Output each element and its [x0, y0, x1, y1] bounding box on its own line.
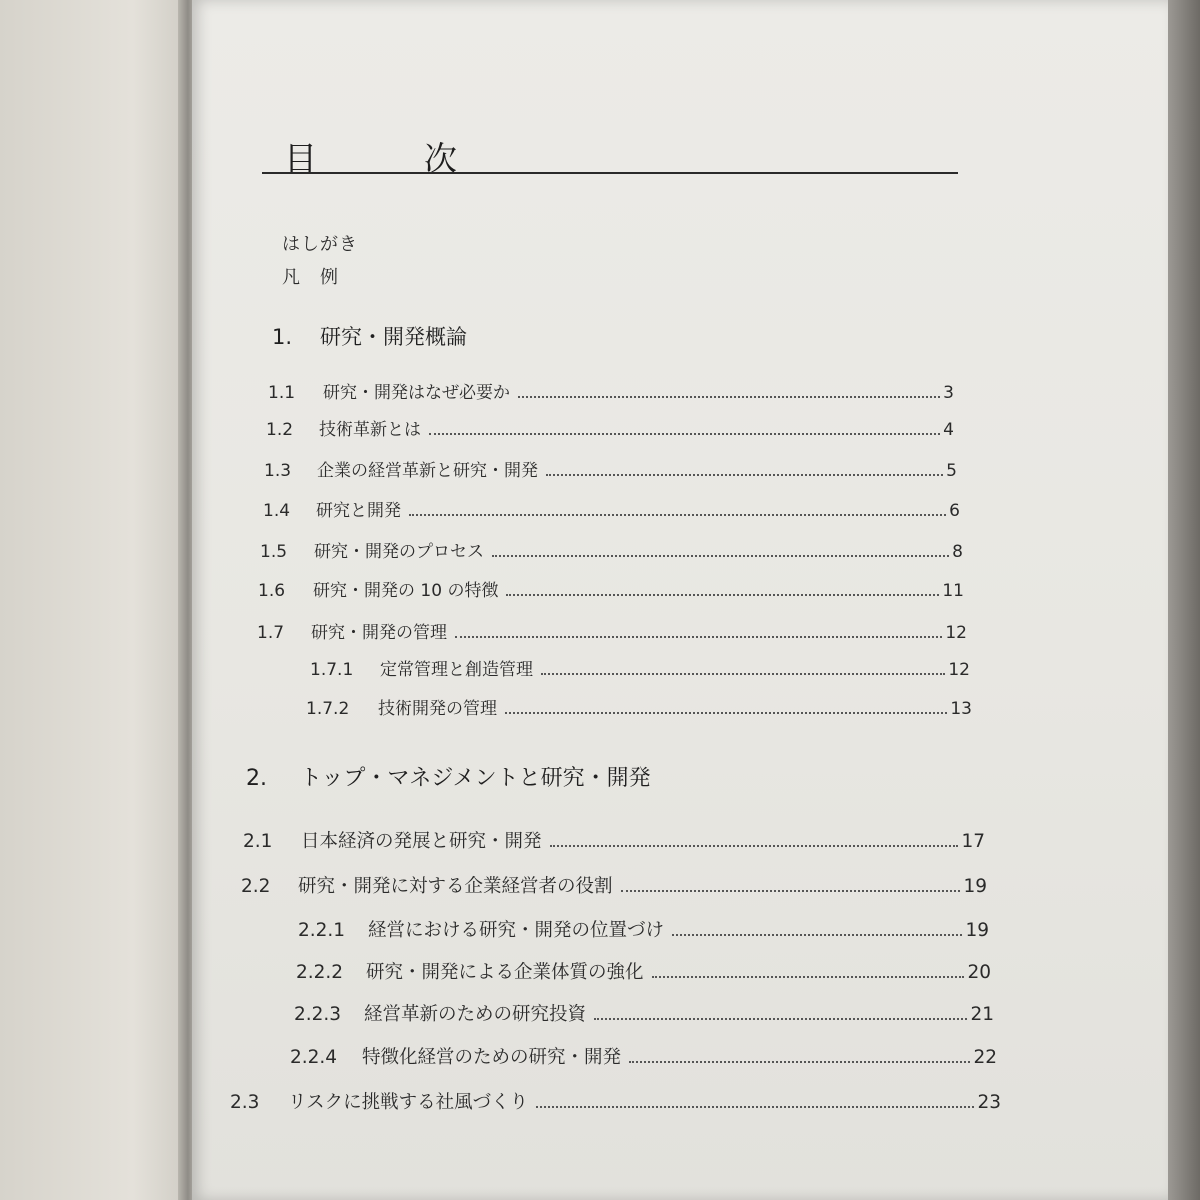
- entry-page: 8: [952, 542, 963, 562]
- entry-title: 研究・開発に対する企業経営者の役割: [298, 876, 613, 897]
- entry-page: 3: [943, 383, 954, 403]
- entry-title: リスクに挑戦する社風づくり: [288, 1092, 529, 1113]
- entry-title: 経営革新のための研究投資: [364, 1004, 587, 1025]
- entry-title: 技術革新とは: [319, 420, 421, 440]
- entry-number: 2.2.1: [298, 920, 346, 941]
- entry-number: 1.2: [266, 420, 294, 440]
- entry-page: 6: [949, 501, 960, 521]
- chapter-title: トップ・マネジメントと研究・開発: [300, 766, 651, 791]
- toc-entry[interactable]: [268, 378, 954, 403]
- toc-subentry[interactable]: [310, 655, 970, 680]
- entry-number: 1.3: [264, 461, 292, 481]
- toc-subentry[interactable]: [296, 958, 991, 984]
- toc-entry[interactable]: [266, 415, 954, 440]
- entry-title: 研究・開発による企業体質の強化: [366, 962, 644, 983]
- entry-page: 11: [942, 581, 964, 601]
- entry-title: 定常管理と創造管理: [380, 660, 533, 680]
- toc-entry[interactable]: [243, 827, 985, 853]
- toc-entry[interactable]: [260, 537, 963, 562]
- toc-entry[interactable]: [264, 456, 957, 481]
- dot-leader: [550, 845, 959, 847]
- entry-title: 経営における研究・開発の位置づけ: [368, 920, 665, 941]
- entry-number: 1.4: [263, 501, 291, 521]
- dot-leader: [621, 890, 961, 892]
- dot-leader: [518, 396, 940, 398]
- chapter-number: 2.: [246, 766, 267, 791]
- dot-leader: [455, 636, 942, 638]
- entry-number: 1.7: [257, 623, 285, 643]
- dot-leader: [672, 934, 962, 936]
- entry-number: 1.7.1: [310, 660, 354, 680]
- entry-title: 研究・開発の管理: [311, 623, 447, 643]
- entry-title: 技術開発の管理: [378, 699, 497, 719]
- entry-title: 研究と開発: [316, 501, 401, 521]
- toc-subentry[interactable]: [298, 916, 989, 942]
- entry-number: 2.2: [241, 876, 271, 897]
- entry-number: 2.2.2: [296, 962, 344, 983]
- dot-leader: [594, 1018, 967, 1020]
- chapter-number: 1.: [272, 325, 293, 349]
- entry-number: 1.5: [260, 542, 288, 562]
- dot-leader: [506, 594, 939, 596]
- entry-page: 20: [967, 962, 991, 983]
- entry-number: 2.2.4: [290, 1047, 338, 1068]
- chapter-title: 研究・開発概論: [320, 325, 467, 349]
- entry-page: 12: [945, 623, 967, 643]
- dot-leader: [546, 474, 943, 476]
- toc-entry[interactable]: [263, 496, 960, 521]
- entry-page: 4: [943, 420, 954, 440]
- title-rule: [262, 172, 958, 174]
- entry-page: 17: [961, 831, 985, 852]
- chapter-heading: [272, 321, 467, 351]
- entry-number: 2.1: [243, 831, 273, 852]
- entry-number: 1.1: [268, 383, 296, 403]
- toc-entry[interactable]: [230, 1088, 1001, 1114]
- entry-number: 1.6: [258, 581, 286, 601]
- front-matter-preface: はしがき: [282, 234, 358, 255]
- entry-number: 2.3: [230, 1092, 260, 1113]
- entry-title: 企業の経営革新と研究・開発: [317, 461, 538, 481]
- entry-page: 23: [977, 1092, 1001, 1113]
- entry-number: 1.7.2: [306, 699, 350, 719]
- dot-leader: [409, 514, 946, 516]
- dot-leader: [505, 712, 947, 714]
- chapter-heading: [246, 761, 651, 792]
- dot-leader: [536, 1106, 974, 1108]
- entry-page: 19: [963, 876, 987, 897]
- entry-page: 13: [950, 699, 972, 719]
- toc-entry[interactable]: [258, 576, 964, 601]
- front-matter-notes: 凡 例: [282, 267, 339, 288]
- entry-page: 5: [946, 461, 957, 481]
- dot-leader: [429, 433, 940, 435]
- dot-leader: [629, 1061, 970, 1063]
- entry-page: 12: [948, 660, 970, 680]
- dot-leader: [492, 555, 949, 557]
- entry-title: 研究・開発の 10 の特徴: [313, 581, 499, 601]
- entry-title: 特徴化経営のための研究・開発: [362, 1047, 622, 1068]
- dot-leader: [652, 976, 965, 978]
- toc-entry[interactable]: [241, 872, 987, 898]
- toc-subentry[interactable]: [290, 1043, 997, 1069]
- dot-leader: [541, 673, 945, 675]
- entry-page: 22: [973, 1047, 997, 1068]
- toc-title: 目 次: [284, 139, 459, 178]
- page-edge-shadow: [1168, 0, 1200, 1200]
- entry-title: 研究・開発はなぜ必要か: [323, 383, 510, 403]
- toc-subentry[interactable]: [306, 694, 972, 719]
- left-page-edge: [0, 0, 190, 1200]
- entry-title: 日本経済の発展と研究・開発: [301, 831, 542, 852]
- toc-subentry[interactable]: [294, 1000, 994, 1026]
- entry-page: 21: [970, 1004, 994, 1025]
- entry-number: 2.2.3: [294, 1004, 342, 1025]
- entry-page: 19: [965, 920, 989, 941]
- entry-title: 研究・開発のプロセス: [314, 542, 484, 562]
- toc-entry[interactable]: [257, 618, 967, 643]
